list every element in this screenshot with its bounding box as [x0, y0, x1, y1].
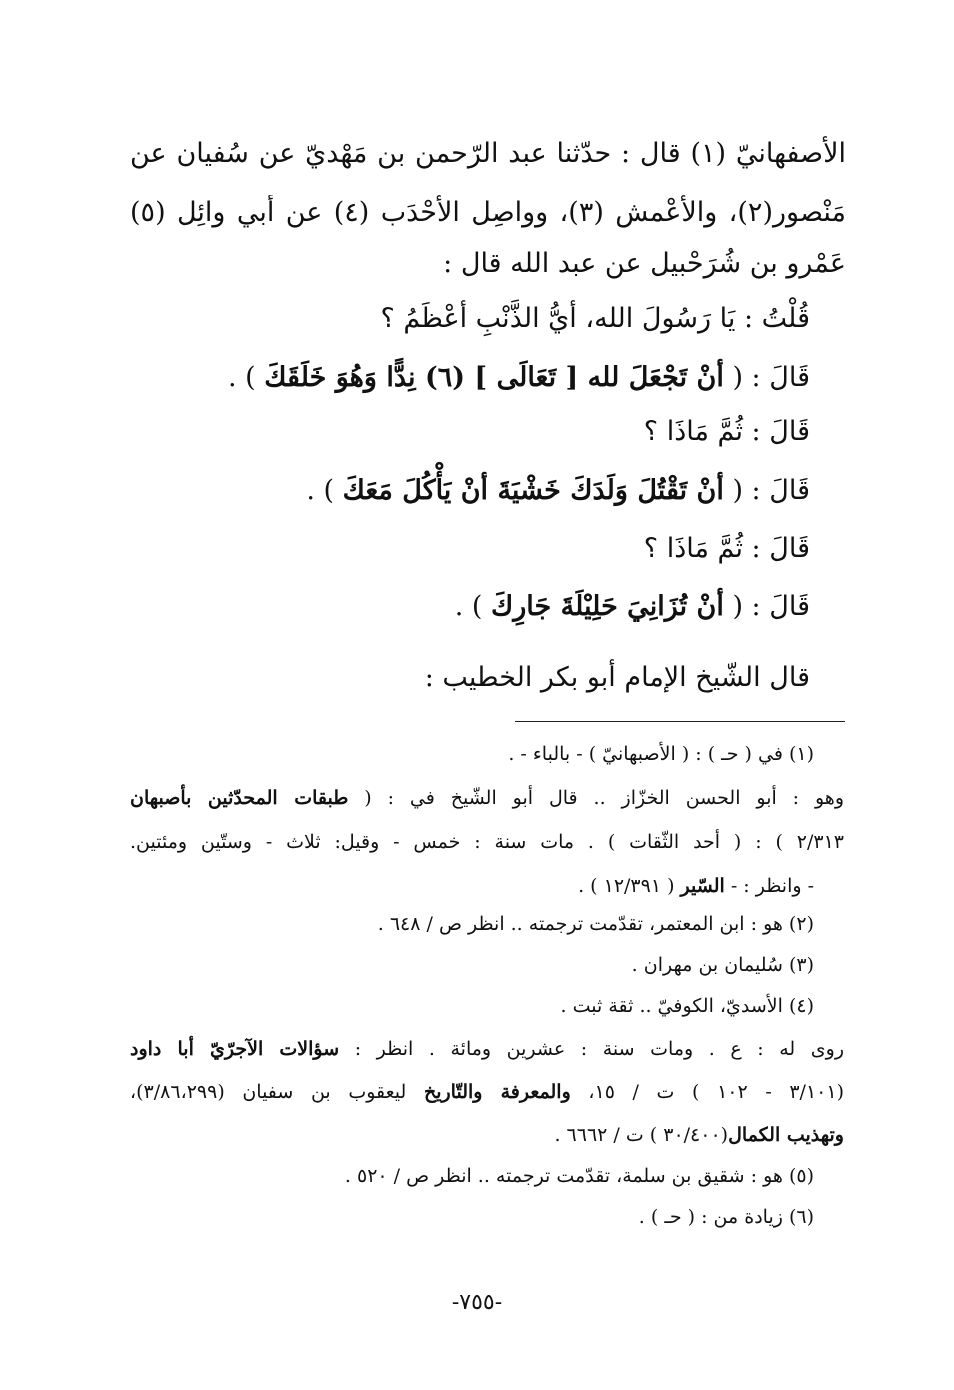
footnote-line: [378, 910, 814, 938]
footnote-text: ليعقوب بن سفيان (٣/٨٦،٢٩٩)،: [130, 1081, 424, 1103]
footnote-line: [508, 740, 814, 768]
footnote-bold: سؤالات الآجرّيّ أبا داود: [130, 1038, 340, 1060]
dialogue-tail: ) .: [454, 591, 491, 622]
dialogue-lead: قُلْتُ : يَا رَسُولَ الله، أيُّ الذَّنْبِ أعْظَمُ ؟: [380, 303, 810, 334]
footnote-text: (٤) الأسديّ، الكوفيّ .. ثقة ثبت .: [560, 995, 814, 1017]
footnote-line: [130, 828, 844, 856]
footnote-line: [130, 1035, 844, 1063]
footnote-line: [130, 1078, 844, 1106]
dialogue-lead: قَالَ : ثُمَّ مَاذَا ؟: [643, 416, 810, 447]
dialogue-line: [380, 301, 810, 337]
footnote-text: ٢/٣١٣ ) : ( أحد الثّقات ) . مات سنة : خمس - وقيل: ثلاث - وستّين ومئتين.: [130, 831, 844, 853]
footnote-text: (٦) زيادة من : ( حـ ) .: [638, 1206, 814, 1228]
dialogue-line: [228, 360, 810, 396]
footnote-text: (٥) هو : شقيق بن سلمة، تقدّمت ترجمته .. انظر ص / ٥٢٠ .: [344, 1165, 814, 1187]
footnote-line: [345, 1162, 814, 1190]
body-line: عَمْرو بن شُرَحْبيل عن عبد الله قال :: [443, 248, 846, 279]
dialogue-line: [306, 473, 810, 509]
footnote-line: [554, 1121, 844, 1149]
dialogue-tail: ) .: [228, 362, 265, 393]
dialogue-line: [455, 589, 810, 625]
hadith-text: أنْ تَجْعَلَ لله [ تَعَالَى ] (٦) نِدًّا وَهُوَ خَلَقَكَ: [264, 362, 724, 393]
footnote-line: [639, 1203, 814, 1231]
footnote-text: (١) في ( حـ ) : ( الأصبهانيّ ) - بالباء - .: [508, 743, 814, 765]
footnote-line: [561, 992, 814, 1020]
dialogue-lead: قَالَ : (: [723, 475, 810, 506]
body-line: الأصفهانيّ (١) قال : حدّثنا عبد الرّحمن بن مَهْديّ عن سُفيان عن: [130, 138, 846, 169]
footnote-text: (٣٠/٤٠٠ ) ت / ٦٦٦٢ .: [554, 1124, 729, 1146]
footnote-text: (٣/١٠١ - ١٠٢ ) ت / ١٥،: [570, 1081, 844, 1103]
hadith-text: أنْ تُزَانِيَ حَلِيْلَةَ جَارِكَ: [490, 591, 724, 622]
body-line: مَنْصور(٢)، والأعْمش (٣)، وواصِل الأحْدَب (٤) عن أبي وائِل (٥): [130, 197, 846, 228]
hadith-text: أنْ تَقْتُلَ وَلَدَكَ خَشْيَةَ أنْ يَأْكُلَ مَعَكَ: [342, 475, 724, 506]
footnote-text: (٣) سُليمان بن مهران .: [631, 954, 814, 976]
footnote-line: [130, 784, 844, 812]
footnote-text: - وانظر : -: [724, 875, 814, 897]
dialogue-lead: قَالَ : (: [723, 591, 810, 622]
footnote-bold: طبقات المحدّثين بأصبهان: [130, 787, 349, 809]
footnote-text: روى له : ع . ومات سنة : عشرين ومائة . انظر :: [339, 1038, 844, 1060]
dialogue-line: [644, 531, 810, 567]
footnote-bold: والمعرفة والتّاريخ: [423, 1081, 571, 1103]
dialogue-lead: قَالَ : ثُمَّ مَاذَا ؟: [643, 533, 810, 564]
footnote-text: ( ١٢/٣٩١ ) .: [578, 875, 681, 897]
closing-line: قال الشّيخ الإمام أبو بكر الخطيب :: [424, 662, 810, 693]
footnote-text: وهو : أبو الحسن الخزّاز .. قال أبو الشّيخ في : (: [348, 787, 845, 809]
footnote-text: (٢) هو : ابن المعتمر، تقدّمت ترجمته .. انظر ص / ٦٤٨ .: [377, 913, 814, 935]
footnote-line: [632, 951, 814, 979]
footnote-bold: السّير: [680, 875, 725, 897]
footnote-separator: [515, 721, 845, 722]
footnote-line: [578, 872, 814, 900]
dialogue-tail: ) .: [306, 475, 343, 506]
page-number: -٧٥٥-: [451, 1290, 503, 1315]
dialogue-lead: قَالَ : (: [723, 362, 810, 393]
dialogue-line: [644, 414, 810, 450]
footnote-bold: وتهذيب الكمال: [728, 1124, 844, 1146]
